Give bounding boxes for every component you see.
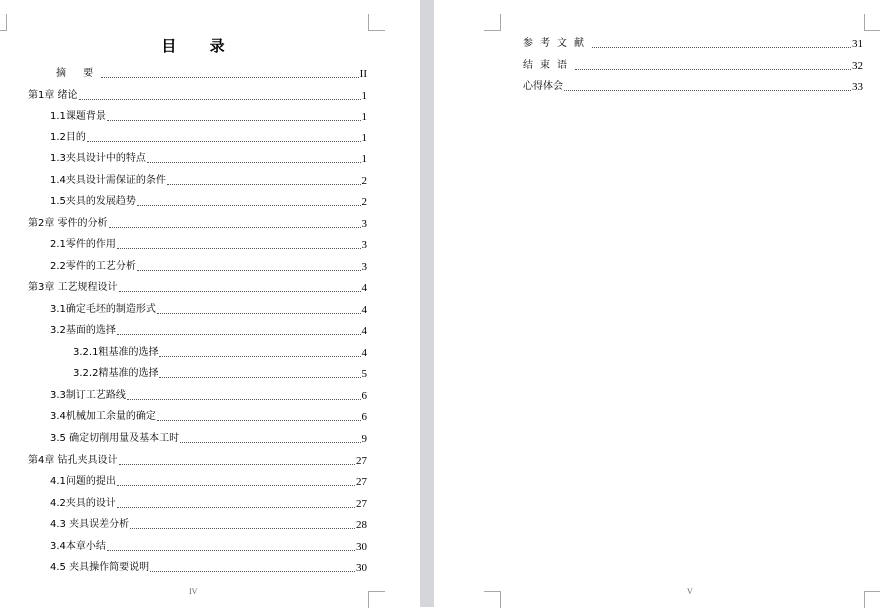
toc-entry-page: 6 [361, 411, 367, 423]
toc-entry-label: 3.2.1粗基准的选择 [73, 347, 159, 358]
toc-entry-page: 3 [361, 218, 367, 230]
toc-entry-page: 1 [361, 132, 367, 144]
dot-leader [101, 76, 358, 78]
toc-entry-page: 9 [361, 433, 367, 445]
dot-leader [147, 161, 361, 163]
dot-leader [117, 506, 355, 508]
toc-entry[interactable] [50, 497, 367, 511]
toc-entry-label: 3.2基面的选择 [50, 325, 116, 336]
dot-leader [157, 312, 361, 314]
toc-entry[interactable] [50, 432, 367, 446]
toc-entry[interactable] [50, 389, 367, 403]
toc-entry-page: 28 [356, 519, 367, 531]
toc-entry-label: 3.2.2精基准的选择 [73, 368, 159, 379]
dot-leader [87, 140, 361, 142]
toc-entry[interactable] [50, 540, 367, 554]
toc-entry[interactable] [50, 238, 367, 252]
dot-leader [150, 570, 355, 572]
toc-entry[interactable] [50, 174, 367, 188]
toc-entry-page: 5 [361, 368, 367, 380]
toc-entry-label: 结束语 [523, 60, 574, 71]
toc-entry[interactable] [50, 260, 367, 274]
toc-entry[interactable] [73, 367, 367, 381]
toc-entry-page: 4 [361, 325, 367, 337]
toc-entry-label: 3.1确定毛坯的制造形式 [50, 304, 156, 315]
crop-mark-bottom-right [368, 591, 385, 608]
toc-entry-label: 4.1问题的提出 [50, 476, 116, 487]
toc-entry[interactable] [28, 281, 367, 295]
toc-entry[interactable] [50, 303, 367, 317]
page-gutter [420, 0, 434, 607]
toc-entry[interactable] [56, 67, 367, 81]
dot-leader [107, 119, 361, 121]
dot-leader [127, 398, 361, 400]
page-number: IV [189, 587, 198, 596]
toc-entry-page: 3 [361, 261, 367, 273]
toc-entry-label: 2.2零件的工艺分析 [50, 261, 136, 272]
toc-entry-label: 4.5 夹具操作简要说明 [50, 562, 150, 573]
toc-entry-page: II [359, 68, 367, 80]
toc-entry-label: 第2章 零件的分析 [28, 218, 108, 229]
dot-leader [575, 68, 851, 70]
toc-entry[interactable] [50, 518, 367, 532]
dot-leader [117, 247, 361, 249]
toc-entry[interactable] [50, 110, 367, 124]
toc-entry-page: 1 [361, 111, 367, 123]
crop-mark-bottom-right [864, 591, 880, 608]
toc-entry-label: 第1章 绪论 [28, 90, 78, 101]
dot-leader [159, 355, 360, 357]
toc-entry[interactable] [50, 410, 367, 424]
toc-entry-label: 3.5 确定切削用量及基本工时 [50, 433, 180, 444]
toc-entry-label: 参考文献 [523, 38, 591, 49]
toc-entry-label: 摘 要 [56, 68, 101, 79]
dot-leader [137, 204, 361, 206]
toc-entry[interactable] [73, 346, 367, 360]
toc-entry-label: 3.3制订工艺路线 [50, 390, 126, 401]
toc-entry[interactable] [523, 80, 863, 94]
toc-entry-page: 1 [361, 90, 367, 102]
dot-leader [109, 226, 361, 228]
toc-entry[interactable] [523, 59, 863, 73]
toc-entry-page: 1 [361, 153, 367, 165]
dot-leader [79, 98, 361, 100]
toc-entry-page: 2 [361, 175, 367, 187]
toc-entry-label: 第3章 工艺规程设计 [28, 282, 118, 293]
toc-entry[interactable] [28, 89, 367, 103]
toc-entry-label: 4.3 夹具误差分析 [50, 519, 130, 530]
document-page-iv [0, 0, 420, 607]
dot-leader [159, 376, 360, 378]
toc-entry-page: 31 [852, 38, 863, 50]
crop-mark-top-left [484, 14, 501, 31]
toc-title: 目 录 [161, 37, 239, 55]
toc-entry[interactable] [50, 561, 367, 575]
toc-entry-page: 4 [361, 304, 367, 316]
toc-entry-label: 3.4本章小结 [50, 541, 106, 552]
dot-leader [564, 89, 851, 91]
toc-entry-label: 3.4机械加工余量的确定 [50, 411, 156, 422]
toc-entry-label: 1.5夹具的发展趋势 [50, 196, 136, 207]
toc-entry-page: 30 [356, 541, 367, 553]
dot-leader [137, 269, 361, 271]
dot-leader [119, 463, 355, 465]
toc-entry-label: 第4章 钻孔夹具设计 [28, 455, 118, 466]
toc-entry-page: 2 [361, 196, 367, 208]
toc-entry-page: 27 [356, 498, 367, 510]
toc-entry[interactable] [50, 475, 367, 489]
dot-leader [117, 333, 361, 335]
dot-leader [180, 441, 360, 443]
toc-entry[interactable] [50, 131, 367, 145]
toc-entry-label: 心得体会 [523, 81, 563, 92]
toc-entry-page: 6 [361, 390, 367, 402]
toc-entry-page: 32 [852, 60, 863, 72]
toc-entry-label: 1.4夹具设计需保证的条件 [50, 175, 166, 186]
dot-leader [592, 46, 851, 48]
toc-entry-label: 1.1课题背景 [50, 111, 106, 122]
page-number: V [687, 587, 693, 596]
dot-leader [107, 549, 355, 551]
dot-leader [167, 183, 361, 185]
crop-mark-top-right [864, 14, 880, 31]
crop-mark-top-right [368, 14, 385, 31]
toc-entry-label: 2.1零件的作用 [50, 239, 116, 250]
toc-entry[interactable] [28, 454, 367, 468]
dot-leader [130, 527, 355, 529]
crop-mark-bottom-left [484, 591, 501, 608]
dot-leader [119, 290, 361, 292]
dot-leader [157, 419, 361, 421]
toc-entry[interactable] [523, 37, 863, 51]
toc-entry-page: 4 [361, 282, 367, 294]
toc-entry[interactable] [50, 195, 367, 209]
toc-entry-label: 1.3夹具设计中的特点 [50, 153, 146, 164]
toc-entry[interactable] [50, 152, 367, 166]
toc-entry-page: 27 [356, 476, 367, 488]
toc-entry-page: 3 [361, 239, 367, 251]
toc-entry-page: 30 [356, 562, 367, 574]
toc-entry[interactable] [50, 324, 367, 338]
toc-entry-label: 4.2夹具的设计 [50, 498, 116, 509]
toc-entry-page: 27 [356, 455, 367, 467]
toc-entry-page: 4 [361, 347, 367, 359]
toc-entry[interactable] [28, 217, 367, 231]
toc-entry-label: 1.2目的 [50, 132, 86, 143]
document-page-v [434, 0, 880, 607]
crop-mark-top-left [0, 14, 7, 31]
dot-leader [117, 484, 355, 486]
toc-entry-page: 33 [852, 81, 863, 93]
